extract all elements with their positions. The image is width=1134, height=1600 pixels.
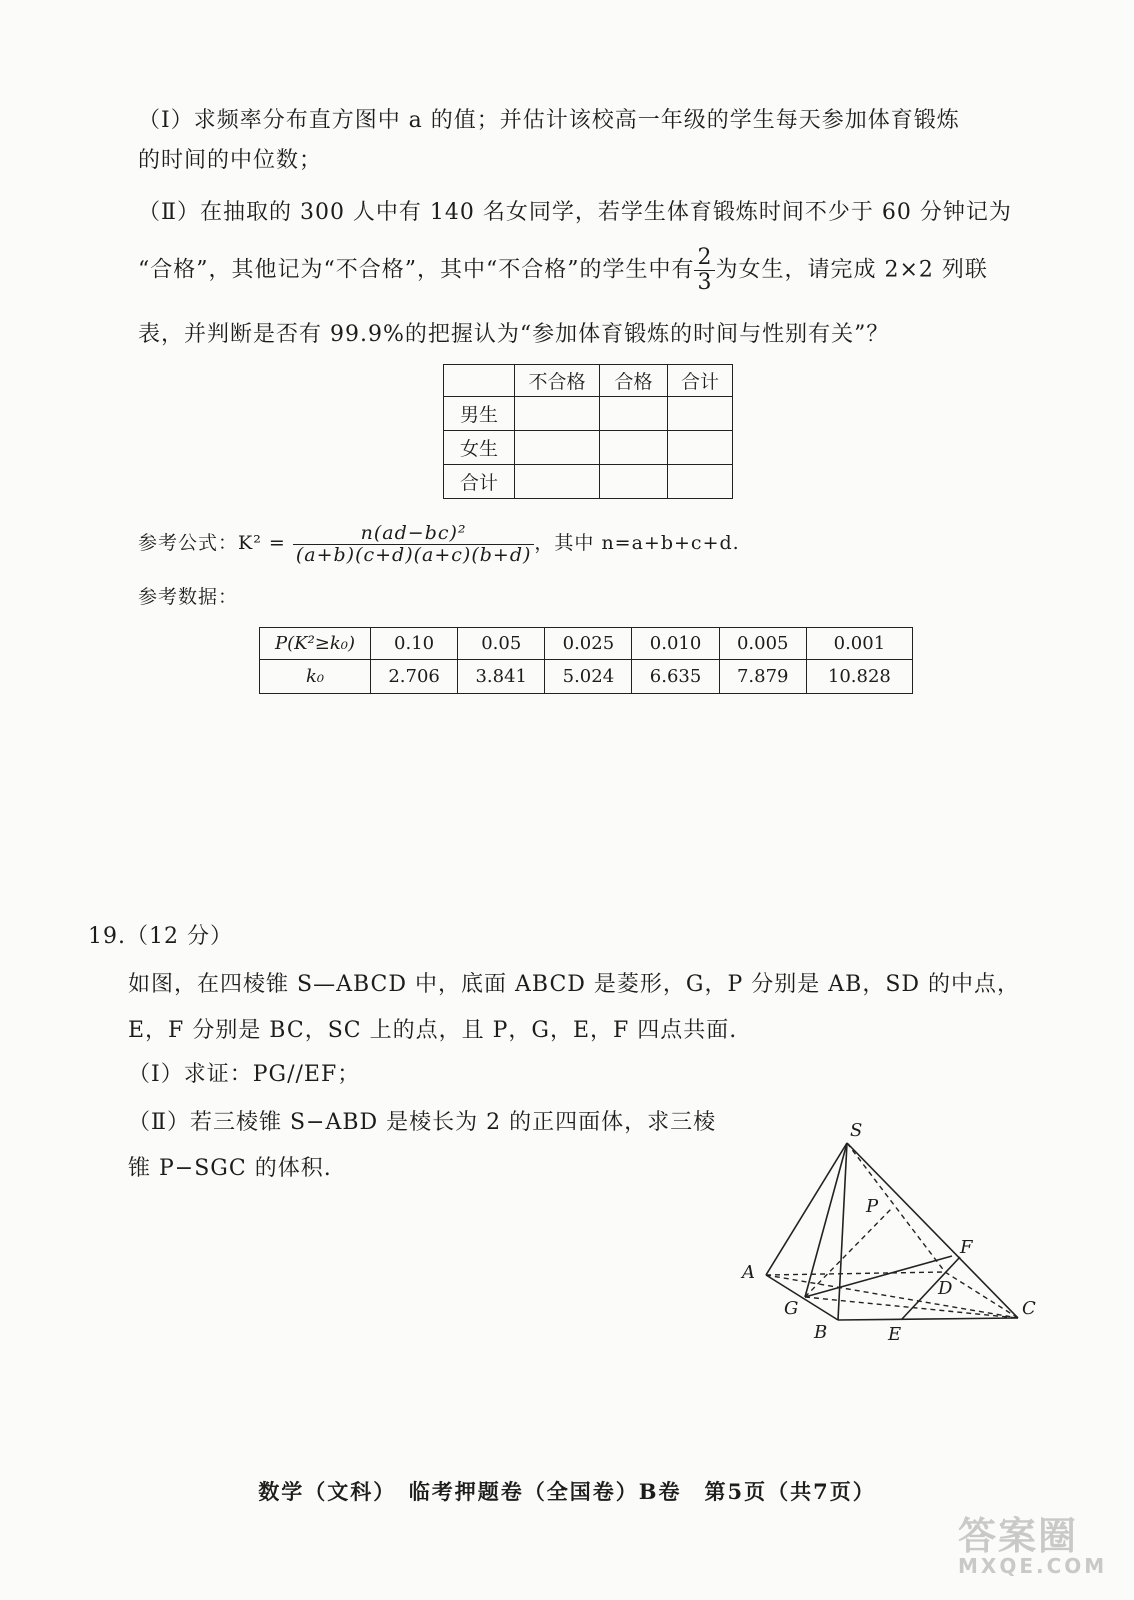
formula-label: 参考公式：K² = <box>138 532 286 554</box>
part1-line2: 的时间的中位数； <box>138 148 323 173</box>
label-C: C <box>1022 1298 1036 1319</box>
page-footer: 数学（文科） 临考押题卷（全国卷）B卷 第5页（共7页） <box>258 1479 876 1504</box>
q19-part2-line1: （Ⅱ）若三棱锥 S−ABD 是棱长为 2 的正四面体，求三棱 <box>128 1110 717 1135</box>
watermark-logo: 答案圈 <box>958 1514 1079 1558</box>
label-B: B <box>814 1322 828 1343</box>
ref-k-value: 7.879 <box>719 660 806 694</box>
ref-k-value: 10.828 <box>806 660 912 694</box>
ref-p-value: 0.10 <box>371 628 458 660</box>
q19-heading: 19.（12 分） <box>88 924 233 949</box>
ref-k-value: 3.841 <box>458 660 545 694</box>
ref-k-value: 2.706 <box>371 660 458 694</box>
label-F: F <box>960 1237 973 1258</box>
reference-data-label: 参考数据： <box>138 586 239 608</box>
fraction-denominator: 3 <box>697 270 713 295</box>
q19-part2-line2: 锥 P−SGC 的体积. <box>128 1156 332 1181</box>
formula-numerator: n(ad−bc)² <box>293 523 535 545</box>
ref-k-value: 5.024 <box>545 660 632 694</box>
q19-part1: （Ⅰ）求证：PG//EF； <box>128 1062 361 1087</box>
contingency-row-label: 女生 <box>444 431 515 465</box>
part2-line3: 表，并判断是否有 99.9%的把握认为“参加体育锻炼的时间与性别有关”？ <box>138 322 890 347</box>
part2-line2-before: “合格”，其他记为“不合格”，其中“不合格”的学生中有 <box>138 257 695 283</box>
contingency-header-1: 不合格 <box>515 365 600 397</box>
label-E: E <box>888 1324 902 1345</box>
ref-p-value: 0.025 <box>545 628 632 660</box>
label-D: D <box>938 1278 953 1299</box>
part1-line1: （Ⅰ）求频率分布直方图中 a 的值；并估计该校高一年级的学生每天参加体育锻炼 <box>138 108 960 133</box>
q19-line2: E，F 分别是 BC，SC 上的点，且 P，G，E，F 四点共面. <box>128 1018 738 1043</box>
label-S: S <box>850 1120 863 1141</box>
contingency-row-label: 合计 <box>444 465 515 499</box>
contingency-header-2: 合格 <box>600 365 668 397</box>
formula-denominator: (a+b)(c+d)(a+c)(b+d) <box>295 543 532 566</box>
watermark-url: MXQE.COM <box>958 1554 1108 1578</box>
part2-line1: （Ⅱ）在抽取的 300 人中有 140 名女同学，若学生体育锻炼时间不少于 60 分钟记为 <box>138 200 1012 225</box>
ref-row2-label: k₀ <box>260 660 371 694</box>
ref-p-value: 0.001 <box>806 628 912 660</box>
ref-row1-label: P(K²≥k₀) <box>260 628 371 660</box>
contingency-row-label: 男生 <box>444 397 515 431</box>
fraction-numerator: 2 <box>694 246 715 271</box>
contingency-header-3: 合计 <box>668 365 733 397</box>
formula-suffix: ，其中 n=a+b+c+d. <box>534 532 740 554</box>
q19-line1: 如图，在四棱锥 S—ABCD 中，底面 ABCD 是菱形，G，P 分别是 AB，SD 的中点， <box>128 972 1021 997</box>
label-P: P <box>866 1196 879 1217</box>
label-G: G <box>784 1298 799 1319</box>
ref-k-value: 6.635 <box>632 660 719 694</box>
ref-p-value: 0.010 <box>632 628 719 660</box>
ref-p-value: 0.05 <box>458 628 545 660</box>
ref-p-value: 0.005 <box>719 628 806 660</box>
label-A: A <box>742 1262 755 1283</box>
part2-line2-after: 为女生，请完成 2×2 列联 <box>715 257 988 283</box>
